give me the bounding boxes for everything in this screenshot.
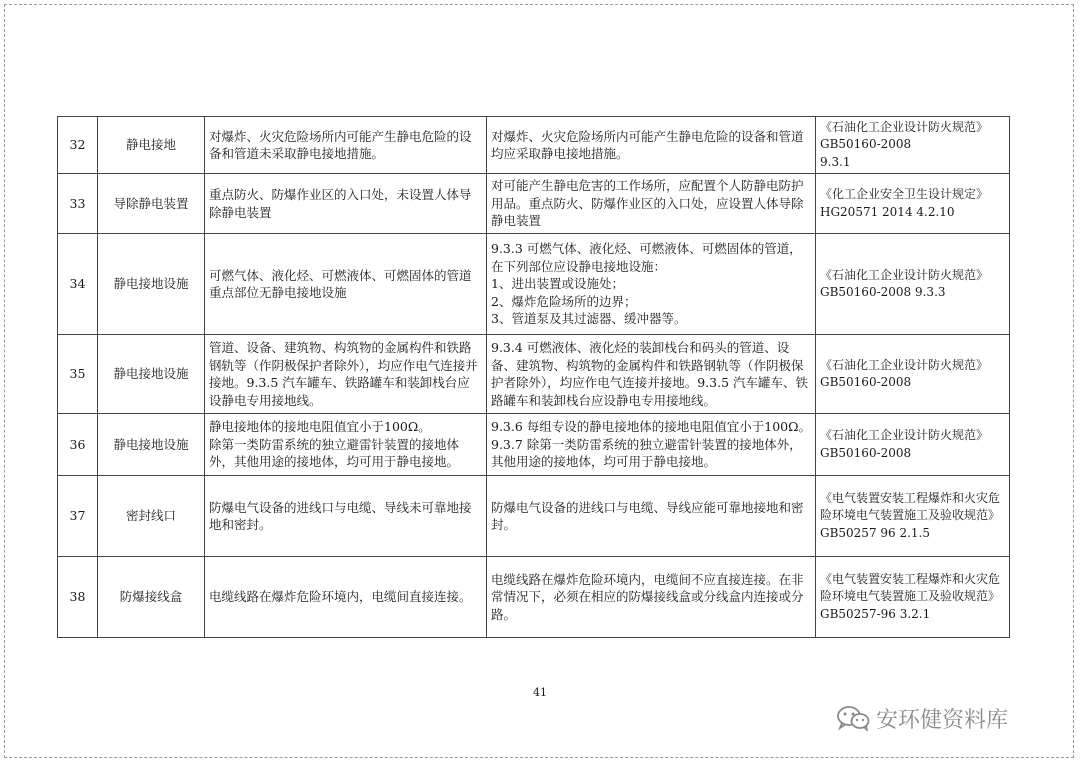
item-name-cell: 静电接地设施 [98, 335, 205, 414]
table-row [58, 557, 1010, 638]
reference-line: GB50257-96 3.2.1 [820, 606, 931, 621]
reference-line: 《石油化工企业设计防火规范》 [820, 119, 989, 134]
requirement-cell [487, 234, 816, 335]
requirement-cell [487, 476, 816, 557]
reference-cell [816, 234, 1010, 335]
requirement-line: 9.3.6 每组专设的静电接地体的接地电阻值宜小于100Ω。9.3.7 除第一类防雷系统的独立避雷针装置的接地体外，其他用途的接地体，均可用于静电接地。 [491, 419, 812, 470]
requirement-line: 电缆线路在爆炸危险环境内，电缆间不应直接连接。在非常情况下，必须在相应的防爆接线盒或分线盒内连接或分路。 [491, 571, 804, 622]
item-name-cell: 密封线口 [98, 476, 205, 557]
requirement-line: 2、爆炸危险场所的边界； [491, 293, 637, 309]
item-name-cell: 静电接地设施 [98, 234, 205, 335]
reference-cell [816, 117, 1010, 174]
problem-cell [205, 174, 487, 234]
problem-cell [205, 335, 487, 414]
problem-line: 静电接地体的接地电阻值宜小于100Ω。 [209, 419, 431, 435]
row-number-cell: 32 [58, 117, 98, 174]
requirement-line: 防爆电气设备的进线口与电缆、导线应能可靠地接地和密封。 [491, 499, 804, 532]
reference-line: 《石油化工企业设计防火规范》 [820, 428, 989, 442]
reference-line: GB50257 96 2.1.5 [820, 525, 931, 540]
reference-cell [816, 335, 1010, 414]
item-name-cell: 导除静电装置 [98, 174, 205, 234]
table-row [58, 117, 1010, 174]
problem-line: 可燃气体、液化烃、可燃液体、可燃固体的管道重点部位无静电接地设施 [209, 267, 472, 300]
requirement-cell [487, 557, 816, 638]
table-row [58, 476, 1010, 557]
problem-line: 电缆线路在爆炸危险环境内，电缆间直接连接。 [209, 589, 472, 605]
reference-cell [816, 557, 1010, 638]
row-number-cell: 35 [58, 335, 98, 414]
reference-cell [816, 174, 1010, 234]
requirement-line: 对爆炸、火灾危险场所内可能产生静电危险的设备和管道均应采取静电接地措施。 [491, 128, 804, 161]
reference-line: 9.3.1 [820, 154, 851, 169]
problem-cell [205, 414, 487, 476]
reference-cell [816, 414, 1010, 476]
wechat-icon [836, 705, 870, 731]
requirement-line: 9.3.3 可燃气体、液化烃、可燃液体、可燃固体的管道，在下列部位应设静电接地设施： [491, 241, 802, 274]
reference-line: GB50160-2008 [820, 445, 912, 460]
reference-line: GB50160-2008 9.3.3 [820, 285, 946, 299]
requirement-cell [487, 174, 816, 234]
reference-cell [816, 476, 1010, 557]
reference-line: GB50160-2008 [820, 137, 912, 152]
row-number-cell: 33 [58, 174, 98, 234]
requirement-line: 3、管道泵及其过滤器、缓冲器等。 [491, 311, 687, 327]
problem-line: 管道、设备、建筑物、构筑物的金属构件和铁路钢轨等（作阴极保护者除外），均应作电气连接并接地。9.3.5 汽车罐车、铁路罐车和装卸栈台应设静电专用接地线。 [209, 340, 478, 408]
table-row [58, 234, 1010, 335]
watermark [836, 704, 1008, 732]
row-number-cell: 34 [58, 234, 98, 335]
requirement-cell [487, 335, 816, 414]
problem-cell [205, 234, 487, 335]
requirement-cell [487, 414, 816, 476]
requirement-line: 1、进出装置或设施处； [491, 276, 624, 292]
table-row [58, 335, 1010, 414]
row-number-cell: 38 [58, 557, 98, 638]
requirement-cell [487, 117, 816, 174]
page-number: 41 [533, 686, 547, 699]
reference-line: GB50160-2008 [820, 375, 912, 389]
regulation-table [57, 116, 1010, 638]
problem-cell [205, 476, 487, 557]
table-row [58, 414, 1010, 476]
reference-line: 《电气装置安装工程爆炸和火灾危险环境电气装置施工及验收规范》 [820, 571, 1001, 604]
requirement-line: 9.3.4 可燃液体、液化烃的装卸栈台和码头的管道、设备、建筑物、构筑物的金属构件和铁路钢轨等（作阴极保护者除外），均应作电气连接并接地。9.3.5 汽车罐车、铁路罐车和装卸栈台应设静电专用接地线。 [491, 340, 809, 408]
problem-cell [205, 117, 487, 174]
reference-line: 《石油化工企业设计防火规范》 [820, 267, 989, 282]
item-name-cell: 静电接地 [98, 117, 205, 174]
problem-line: 重点防火、防爆作业区的入口处，未设置人体导除静电装置 [209, 187, 472, 220]
item-name-cell: 静电接地设施 [98, 414, 205, 476]
problem-cell [205, 557, 487, 638]
watermark-text: 安环健资料库 [876, 707, 1009, 733]
regulation-table-body [58, 117, 1010, 638]
row-number-cell: 36 [58, 414, 98, 476]
table-row [58, 174, 1010, 234]
reference-line: HG20571 2014 4.2.10 [820, 204, 955, 219]
reference-line: 《化工企业安全卫生设计规定》 [820, 187, 989, 201]
requirement-line: 对可能产生静电危害的工作场所，应配置个人防静电防护用品。重点防火、防爆作业区的入口处，应设置人体导除静电装置 [491, 178, 804, 229]
reference-line: 《石油化工企业设计防火规范》 [820, 357, 989, 372]
row-number-cell: 37 [58, 476, 98, 557]
item-name-cell: 防爆接线盒 [98, 557, 205, 638]
problem-line: 除第一类防雷系统的独立避雷针装置的接地体外，其他用途的接地体，均可用于静电接地。 [209, 436, 460, 470]
problem-line: 防爆电气设备的进线口与电缆、导线未可靠地接地和密封。 [209, 499, 472, 532]
problem-line: 对爆炸、火灾危险场所内可能产生静电危险的设备和管道未采取静电接地措施。 [209, 128, 472, 161]
reference-line: 《电气装置安装工程爆炸和火灾危险环境电气装置施工及验收规范》 [820, 490, 1001, 523]
